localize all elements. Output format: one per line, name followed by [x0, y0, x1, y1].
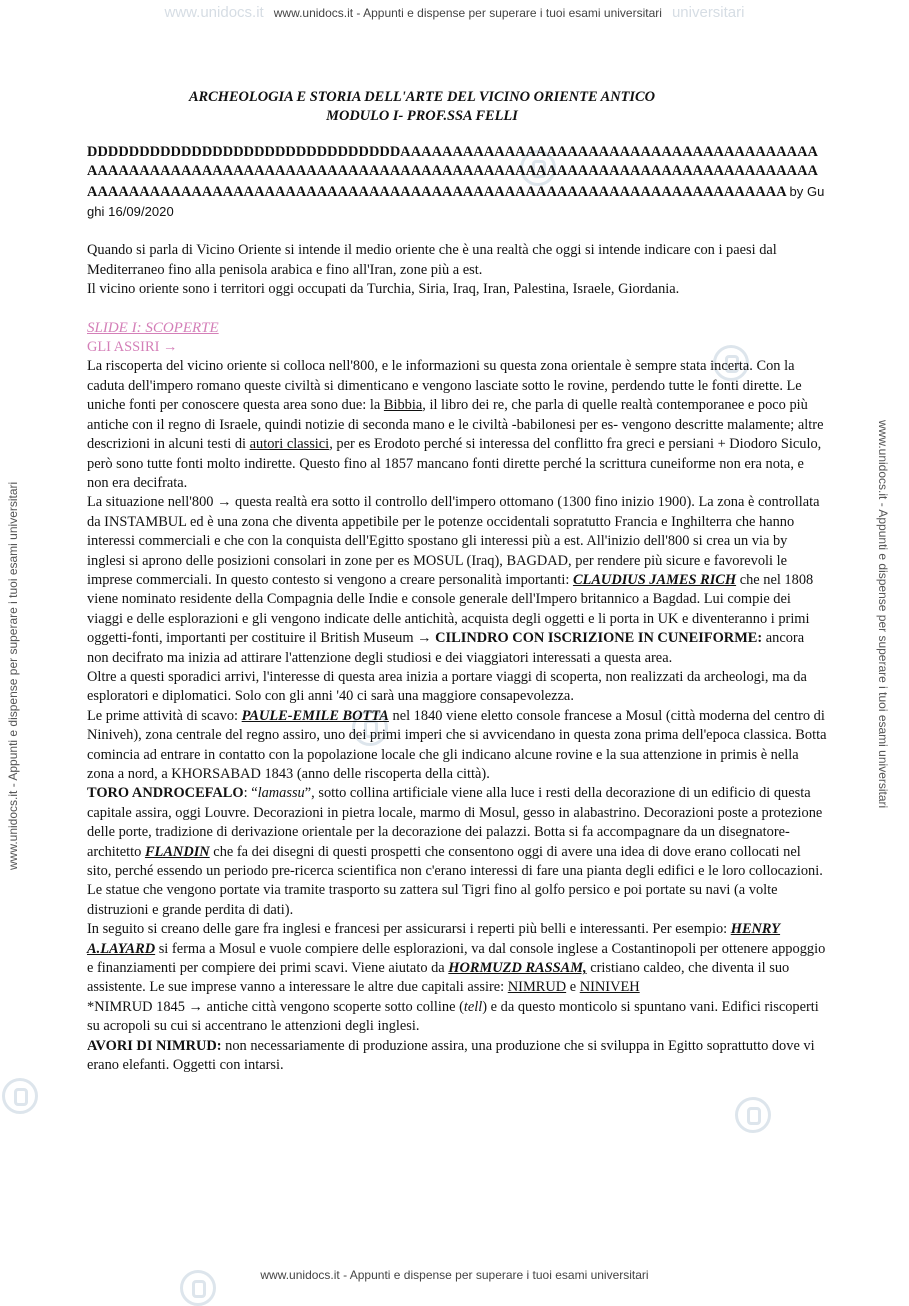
- text-run: *NIMRUD 1845 → antiche città vengono scoperte sotto colline (: [87, 998, 464, 1015]
- text-run: che nel 1808 viene nominato residente della Compagnia delle Indie e console generale dell'Impero britannico a Bagdad. Lui compie dei viaggi e delle esplorazioni e gli vengono indicate delle antichità, acquista degli oggetti e li porta in UK e diventeranno i primi oggetti-fonti, importanti per costituire il British Museum →: [87, 571, 814, 647]
- text-run: La riscoperta del vicino oriente si colloca nell'800, e le informazioni su questa zona orientale è sempre stata incerta. Con la caduta dell'impero romano queste civiltà si dimenticano e vengono lasciate sotto le rovine, perdendo tutte le fonti dirette. Le uniche fonti per conoscere questa area sono due: la: [87, 358, 802, 414]
- top-watermark-text: www.unidocs.it - Appunti e dispense per superare i tuoi esami universitari: [273, 6, 662, 20]
- text-run: ) e da questo monticolo si spuntano vani. Edifici riscoperti su acropoli su cui si accentrano le attenzioni degli inglesi.: [87, 998, 819, 1035]
- text-run: che fa dei disegni di questi prospetti che consentono oggi di avere una idea di dove erano collocati nel sito, perché essendo un periodo pre-ricerca scientifica non c'erano interessi di fare una pianta degli edifici e le loro collocazioni. Le statue che vengono portate via tramite trasporto su zattera sul Tigri fino al golfo persico e poi portate su navi (a volte distruzioni e grande perdita di dati).: [87, 843, 823, 918]
- left-side-watermark: www.unidocs.it - Appunti e dispense per superare i tuoi esami universitari: [6, 481, 20, 870]
- letter-block: [87, 143, 827, 223]
- text-run: ancora non decifrato ma inizia ad attirare l'attenzione degli studiosi e dei viaggiatori interessati a questa area.: [87, 630, 805, 666]
- term-bibbia: Bibbia: [383, 397, 423, 414]
- text-run: Le prime attività di scavo:: [87, 707, 242, 724]
- watermark-logo-icon: [2, 1078, 38, 1114]
- name-henry-layard: HENRY A.LAYARD: [87, 921, 781, 957]
- text-run: , per es Erodoto perché si interessa del conflitto fra greci e persiani + Diodoro Siculo, però sono tutte fonti molto indirette. Questo fino al 1857 mancano fonti dirette perché la scrittura cuneiforme non era nota, e non era decifrata.: [87, 436, 822, 491]
- paragraph-gare: [87, 920, 827, 998]
- text-run: ”, sotto collina artificiale viene alla luce i resti della decorazione di un edificio di questa capitale assira, oggi Louvre. Decorazioni in pietra locale, marmo di Mosul, gesso in alabastrino. Decorazioni poste a protezione delle porte, tradizione di derivazione orientale per la decorazione dei palazzi. Botta si fa accompagnare da un disegnatore-architetto: [87, 785, 823, 860]
- term-cilindro: CILINDRO CON ISCRIZIONE IN CUNEIFORME:: [435, 630, 763, 647]
- intro-paragraph-2: Il vicino oriente sono i territori oggi occupati da Turchia, Siria, Iraq, Iran, Palestina, Israele, Giordania.: [87, 281, 680, 298]
- document-title: [87, 88, 827, 127]
- term-lamassu: lamassu: [257, 785, 305, 802]
- term-tell: tell: [463, 998, 483, 1015]
- slide-title: SLIDE I: SCOPERTE: [87, 319, 219, 336]
- intro-paragraph-1: Quando si parla di Vicino Oriente si intende il medio oriente che è una realtà che oggi si intende indicare con i paesi dal Mediterraneo fino alla penisola arabica e fino all'Iran, zone più a est.: [87, 242, 777, 278]
- term-toro-androcefalo: TORO ANDROCEFALO: [87, 785, 244, 802]
- paragraph-scavo: [87, 707, 827, 785]
- right-side-watermark: www.unidocs.it - Appunti e dispense per superare i tuoi esami universitari: [876, 420, 890, 809]
- text-run: In seguito si creano delle gare fra inglesi e francesi per assicurarsi i reperti più belli e interessanti. Per esempio:: [87, 921, 731, 938]
- name-flandin: FLANDIN: [144, 843, 210, 860]
- title-line-2: MODULO I- PROF.SSA FELLI: [326, 108, 518, 125]
- document-body: [87, 88, 827, 1076]
- paragraph-avori: [87, 1037, 827, 1076]
- paragraph-toro: [87, 784, 827, 920]
- name-claudius-james-rich: CLAUDIUS JAMES RICH: [572, 571, 737, 588]
- paragraph-viaggi: Oltre a questi sporadici arrivi, l'interesse di questa area inizia a portare viaggi di scoperta, non realizzati da archeologi, ma da esploratori e diplomatici. Solo con gli anni '40 ci sarà una maggiore consapevolezza.: [87, 668, 807, 705]
- paragraph-situazione: [87, 493, 827, 668]
- term-niniveh: NINIVEH: [579, 979, 640, 996]
- text-run: nel 1840 viene eletto console francese a Mosul (città moderna del centro di Niniveh), zona centrale del regno assiro, uno dei primi imperi che si avvicendano in questa zona prima dell'epoca classica. Botta comincia ad entrare in contatto con la popolazione locale che gli indicano alcune rovine e la sua attenzione in primis è nella zona a nord, a KHORSABAD 1843 (anno delle riscoperta della città).: [87, 707, 827, 782]
- name-paule-emile-botta: PAULE-EMILE BOTTA: [241, 707, 389, 724]
- byline: by Gughi 16/09/2020: [87, 183, 825, 220]
- bottom-watermark-text: www.unidocs.it - Appunti e dispense per superare i tuoi esami universitari: [260, 1268, 649, 1282]
- paragraph-riscoperta: [87, 357, 827, 493]
- letter-string: DDDDDDDDDDDDDDDDDDDDDDDDDDDDDDAAAAAAAAAAAAAAAAAAAAAAAAAAAAAAAAAAAAAAAAAAAAAAAAAAAAAAAAAAAAAAAAAAAAAAAAAAAAAAAAAAAAAAAAAAAAAAAAAAAAAAAAAAAAAAAAAAAAAAAAAAAAAAAAAAAAAAAAAAAAAAAAAAAAAAAAAAAAAAAAAAAAAAAAAAAAAAAAA: [87, 143, 818, 200]
- top-watermark: [0, 4, 909, 21]
- text-run: e: [566, 979, 580, 996]
- watermark-logo-icon: [180, 1270, 216, 1306]
- text-run: non necessariamente di produzione assira, una produzione che si sviluppa in Egitto soprattutto dove vi erano elefanti. Oggetti con intarsi.: [87, 1037, 815, 1074]
- watermark-logo-icon: [735, 1097, 771, 1133]
- text-run: si ferma a Mosul e vuole compiere delle esplorazioni, va dal console inglese a Costantinopoli per ottenere appoggio e finanziamenti per compiere dei primi scavi. Viene aiutato da: [87, 940, 826, 977]
- name-hormuzd-rassam: HORMUZD RASSAM,: [448, 960, 587, 977]
- bottom-watermark: [0, 1268, 909, 1282]
- ghost-watermark-right: universitari: [671, 4, 745, 21]
- section-subtitle: GLI ASSIRI →: [87, 339, 178, 356]
- term-avori-di-nimrud: AVORI DI NIMRUD:: [87, 1037, 222, 1054]
- text-run: , il libro dei re, che parla di quelle realtà contemporanee e poco più antiche con il regno di Israele, quindi notizie di seconda mano e le civiltà -babilonesi per es- vengono descritte malamente; altre descrizioni in alcuni testi di: [87, 397, 824, 453]
- paragraph-nimrud: [87, 998, 827, 1037]
- text-run: La situazione nell'800 → questa realtà era sotto il controllo dell'impero ottomano (1300 fino inizio 1900). La zona è controllata da INSTAMBUL ed è una zona che diventa appetibile per le potenze occidentali sopratutto Francia e Inghilterra che hanno interessi commerciali e che con la conquista dell'Egitto spostano gli interessi più a est. All'inizio dell'800 si crea un via by inglesi si aprono delle posizioni consolari in zone per es MOSUL (Iraq), BAGDAD, per rendere più sicure e favorevoli le imprese commerciali. In questo contesto si vengono a creare personalità importanti:: [87, 494, 820, 588]
- text-run: : “: [243, 785, 258, 802]
- ghost-watermark-left: www.unidocs.it: [164, 4, 264, 21]
- term-autori-classici: autori classici: [249, 436, 330, 453]
- text-run: cristiano caldeo, che diventa il suo assistente. Le sue imprese vanno a interessare le altre due capitali assire:: [87, 960, 790, 996]
- term-nimrud: NIMRUD: [507, 979, 567, 996]
- title-line-1: ARCHEOLOGIA E STORIA DELL'ARTE DEL VICINO ORIENTE ANTICO: [188, 89, 656, 105]
